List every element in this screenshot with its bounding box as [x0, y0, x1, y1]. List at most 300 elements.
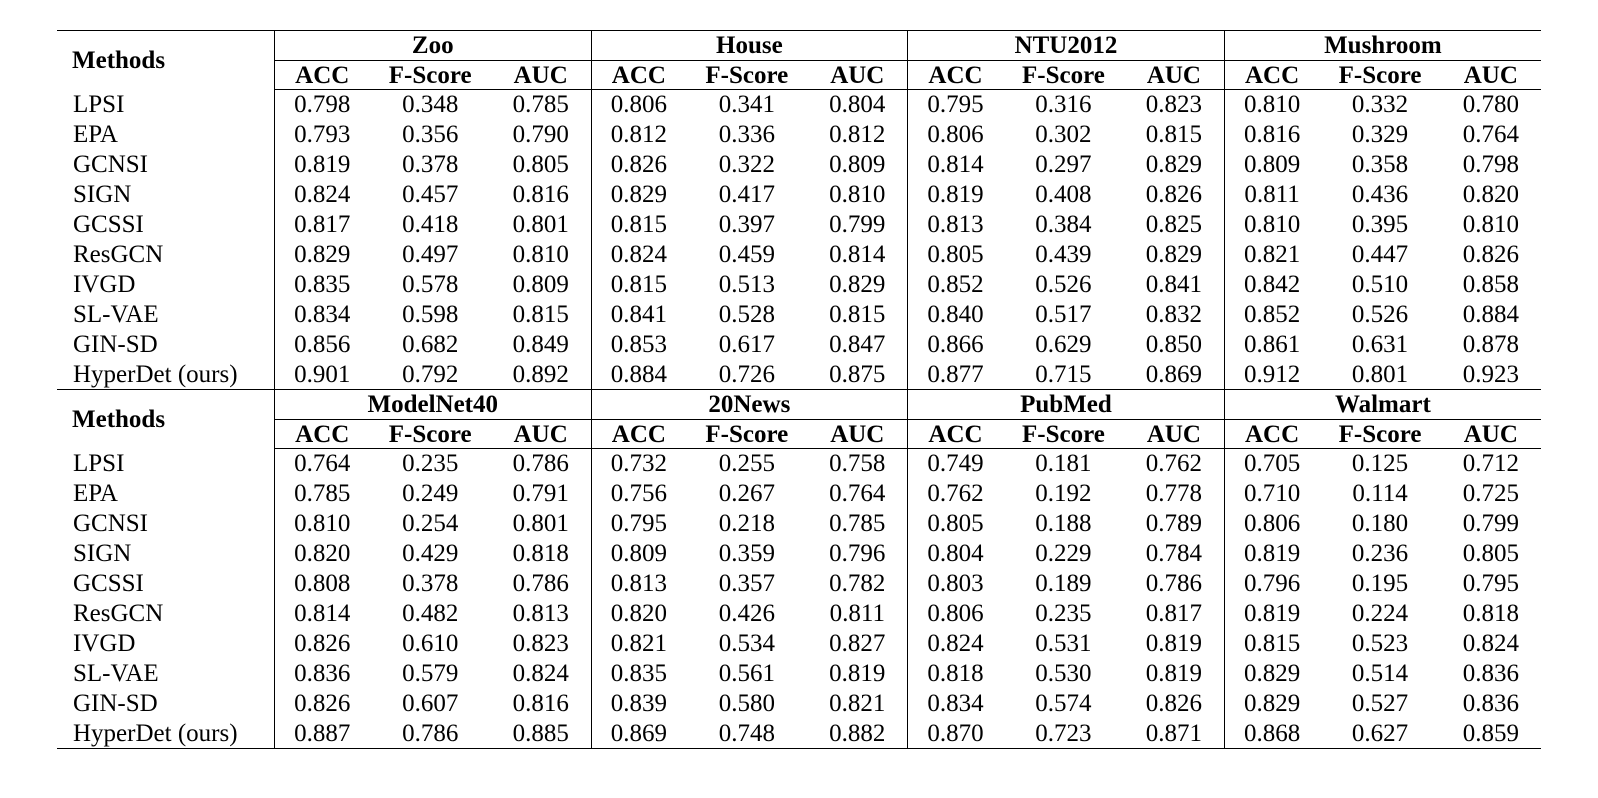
table-row — [57, 449, 1541, 479]
metric-value: 0.836 — [1462, 690, 1519, 717]
metric-value: 0.114 — [1352, 480, 1408, 507]
dataset-header: Mushroom — [1224, 31, 1541, 61]
metric-value: 0.796 — [807, 539, 907, 569]
metric-value: 0.789 — [1124, 509, 1224, 539]
table-row — [57, 210, 1541, 240]
metric-value: 0.316 — [1035, 91, 1092, 119]
metric-value: 0.799 — [807, 210, 907, 240]
metric-value: 0.841 — [1124, 270, 1224, 300]
methods-header: Methods — [57, 390, 274, 449]
metric-value: 0.819 — [1124, 629, 1224, 659]
metric-value: 0.778 — [1124, 479, 1224, 509]
metric-value: 0.523 — [1351, 630, 1409, 657]
metric-value: 0.813 — [610, 570, 667, 597]
metric-value: 0.531 — [1035, 630, 1092, 657]
metric-value: 0.784 — [1124, 539, 1224, 569]
metric-value: 0.782 — [807, 569, 907, 599]
metric-value: 0.358 — [1351, 151, 1409, 178]
metric-value: 0.527 — [1351, 690, 1409, 717]
metric-value: 0.813 — [927, 211, 984, 238]
metric-value: 0.561 — [718, 660, 775, 687]
metric-value: 0.829 — [610, 181, 667, 208]
metric-value: 0.356 — [402, 121, 459, 148]
metric-value: 0.218 — [718, 510, 775, 537]
metric-value: 0.829 — [1124, 240, 1224, 270]
metric-value: 0.798 — [294, 91, 351, 119]
metric-value: 0.815 — [491, 300, 591, 330]
metric-value: 0.762 — [1124, 449, 1224, 479]
metric-value: 0.835 — [610, 660, 667, 687]
metric-value: 0.816 — [491, 689, 591, 719]
metric-value: 0.811 — [1244, 181, 1300, 208]
metric-value: 0.801 — [1351, 360, 1409, 388]
metric-value: 0.847 — [807, 330, 907, 360]
dataset-header: House — [591, 31, 908, 61]
metric-value: 0.814 — [927, 151, 984, 178]
metric-header-row — [57, 61, 1541, 90]
metric-value: 0.748 — [686, 719, 807, 749]
dataset-header-row — [57, 31, 1541, 61]
metric-value: 0.598 — [402, 301, 459, 328]
method-name: GIN-SD — [57, 330, 274, 360]
metric-header-auc: AUC — [491, 420, 591, 449]
metric-value: 0.359 — [718, 540, 775, 567]
table-row — [57, 539, 1541, 569]
metric-value: 0.813 — [491, 599, 591, 629]
metric-value: 0.429 — [402, 540, 459, 567]
metric-value: 0.302 — [1035, 121, 1092, 148]
metric-value: 0.795 — [1462, 570, 1519, 597]
metric-value: 0.785 — [807, 509, 907, 539]
metric-value: 0.824 — [1462, 630, 1519, 657]
metric-value: 0.725 — [1462, 480, 1519, 507]
table-row — [57, 479, 1541, 509]
metric-value: 0.791 — [491, 479, 591, 509]
metric-header-auc: AUC — [1124, 61, 1224, 90]
metric-value: 0.804 — [807, 90, 907, 120]
metric-value: 0.815 — [807, 300, 907, 330]
metric-value: 0.858 — [1462, 271, 1519, 298]
metric-value: 0.820 — [1462, 181, 1519, 208]
metric-value: 0.528 — [718, 301, 775, 328]
metric-value: 0.439 — [1035, 241, 1092, 268]
method-name: GCNSI — [57, 150, 274, 180]
metric-value: 0.840 — [927, 301, 984, 328]
metric-value: 0.517 — [1035, 301, 1092, 328]
table-row — [57, 659, 1541, 689]
metric-value: 0.825 — [1124, 210, 1224, 240]
method-name: ResGCN — [57, 599, 274, 629]
metric-header-acc: ACC — [908, 61, 1003, 90]
table-row — [57, 360, 1541, 390]
metric-value: 0.801 — [491, 509, 591, 539]
metric-value: 0.224 — [1351, 600, 1409, 627]
metric-value: 0.832 — [1124, 300, 1224, 330]
table-row — [57, 509, 1541, 539]
metric-value: 0.877 — [927, 360, 984, 388]
metric-value: 0.534 — [718, 630, 775, 657]
metric-value: 0.805 — [927, 241, 984, 268]
metric-header-auc: AUC — [807, 61, 907, 90]
metric-value: 0.823 — [491, 629, 591, 659]
method-name: SL-VAE — [57, 300, 274, 330]
metric-value: 0.819 — [1243, 540, 1301, 567]
metric-value: 0.610 — [402, 630, 459, 657]
metric-value: 0.732 — [610, 450, 667, 478]
metric-value: 0.426 — [718, 600, 775, 627]
metric-value: 0.801 — [491, 210, 591, 240]
dataset-header: Zoo — [274, 31, 591, 61]
method-name: GIN-SD — [57, 689, 274, 719]
metric-value: 0.267 — [718, 480, 775, 507]
metric-value: 0.824 — [491, 659, 591, 689]
metric-value: 0.815 — [1124, 120, 1224, 150]
metric-value: 0.829 — [294, 241, 351, 268]
metric-value: 0.378 — [402, 151, 459, 178]
metric-value: 0.810 — [807, 180, 907, 210]
method-name: IVGD — [57, 629, 274, 659]
metric-value: 0.579 — [402, 660, 459, 687]
metric-value: 0.859 — [1441, 719, 1541, 749]
metric-value: 0.408 — [1035, 181, 1092, 208]
metric-value: 0.826 — [1124, 180, 1224, 210]
metric-header-auc: AUC — [1441, 420, 1541, 449]
metric-value: 0.852 — [1243, 301, 1301, 328]
metric-value: 0.821 — [610, 630, 667, 657]
metric-value: 0.819 — [927, 181, 984, 208]
metric-header-auc: AUC — [1441, 61, 1541, 90]
metric-value: 0.749 — [927, 450, 984, 478]
dataset-header: ModelNet40 — [274, 390, 591, 420]
metric-value: 0.849 — [491, 330, 591, 360]
metric-value: 0.818 — [491, 539, 591, 569]
table-row — [57, 569, 1541, 599]
metric-value: 0.180 — [1351, 510, 1409, 537]
metric-value: 0.809 — [1243, 151, 1301, 178]
metric-header-f-score: F-Score — [1003, 420, 1124, 449]
metric-value: 0.923 — [1462, 360, 1519, 388]
metric-value: 0.384 — [1035, 211, 1092, 238]
metric-header-f-score: F-Score — [1003, 61, 1124, 90]
metric-value: 0.821 — [807, 689, 907, 719]
table-row — [57, 300, 1541, 330]
results-table — [57, 30, 1541, 749]
metric-value: 0.850 — [1124, 330, 1224, 360]
metric-value: 0.188 — [1035, 510, 1092, 537]
dataset-header: PubMed — [908, 390, 1225, 420]
metric-value: 0.866 — [927, 331, 984, 358]
metric-value: 0.785 — [294, 480, 351, 507]
metric-header-auc: AUC — [491, 61, 591, 90]
metric-value: 0.834 — [294, 301, 351, 328]
table-row — [57, 90, 1541, 120]
metric-value: 0.297 — [1035, 151, 1092, 178]
metric-value: 0.336 — [718, 121, 775, 148]
table-row — [57, 689, 1541, 719]
metric-value: 0.809 — [610, 540, 667, 567]
metric-value: 0.627 — [1319, 719, 1440, 749]
metric-value: 0.395 — [1351, 211, 1409, 238]
table-row — [57, 629, 1541, 659]
method-name: GCNSI — [57, 509, 274, 539]
metric-value: 0.329 — [1351, 121, 1409, 148]
metric-value: 0.397 — [718, 211, 775, 238]
metric-value: 0.805 — [927, 510, 984, 537]
metric-value: 0.348 — [402, 91, 459, 119]
metric-value: 0.715 — [1035, 360, 1092, 388]
metric-value: 0.812 — [807, 120, 907, 150]
metric-value: 0.629 — [1035, 331, 1092, 358]
metric-value: 0.436 — [1351, 181, 1409, 208]
method-name: SL-VAE — [57, 659, 274, 689]
metric-value: 0.820 — [294, 540, 351, 567]
metric-value: 0.631 — [1351, 331, 1409, 358]
metric-value: 0.195 — [1351, 570, 1409, 597]
metric-value: 0.780 — [1462, 91, 1519, 119]
metric-value: 0.526 — [1351, 301, 1409, 328]
metric-value: 0.229 — [1035, 540, 1092, 567]
method-name: SIGN — [57, 539, 274, 569]
metric-value: 0.824 — [927, 630, 984, 657]
metric-value: 0.835 — [294, 271, 351, 298]
metric-value: 0.810 — [491, 240, 591, 270]
dataset-header: NTU2012 — [908, 31, 1225, 61]
metric-value: 0.815 — [610, 211, 667, 238]
metric-value: 0.786 — [1124, 569, 1224, 599]
metric-value: 0.574 — [1035, 690, 1092, 717]
metric-value: 0.786 — [491, 449, 591, 479]
metric-value: 0.882 — [807, 719, 907, 749]
metric-value: 0.819 — [807, 659, 907, 689]
metric-value: 0.255 — [718, 450, 775, 478]
metric-value: 0.809 — [807, 150, 907, 180]
metric-header-acc: ACC — [908, 420, 1003, 449]
metric-value: 0.869 — [591, 719, 686, 749]
metric-value: 0.514 — [1351, 660, 1409, 687]
metric-header-acc: ACC — [274, 61, 369, 90]
method-name: EPA — [57, 479, 274, 509]
metric-value: 0.181 — [1035, 450, 1092, 478]
metric-value: 0.823 — [1124, 90, 1224, 120]
metric-value: 0.510 — [1351, 271, 1409, 298]
method-name: LPSI — [57, 90, 274, 120]
metric-value: 0.809 — [491, 270, 591, 300]
metric-value: 0.580 — [718, 690, 775, 717]
metric-value: 0.842 — [1243, 271, 1301, 298]
metric-value: 0.785 — [491, 90, 591, 120]
metric-value: 0.764 — [1462, 121, 1519, 148]
metric-value: 0.841 — [610, 301, 667, 328]
method-name: IVGD — [57, 270, 274, 300]
metric-header-f-score: F-Score — [370, 61, 491, 90]
metric-value: 0.819 — [1124, 659, 1224, 689]
method-name: SIGN — [57, 180, 274, 210]
methods-header: Methods — [57, 31, 274, 90]
metric-header-f-score: F-Score — [1319, 61, 1440, 90]
metric-value: 0.829 — [1243, 660, 1301, 687]
metric-value: 0.758 — [807, 449, 907, 479]
metric-value: 0.764 — [807, 479, 907, 509]
metric-value: 0.810 — [1243, 91, 1301, 119]
metric-value: 0.798 — [1462, 151, 1519, 178]
metric-value: 0.513 — [718, 271, 775, 298]
method-name: ResGCN — [57, 240, 274, 270]
metric-value: 0.710 — [1243, 480, 1301, 507]
metric-value: 0.818 — [927, 660, 984, 687]
metric-value: 0.861 — [1243, 331, 1301, 358]
metric-header-f-score: F-Score — [686, 61, 807, 90]
metric-header-auc: AUC — [807, 420, 907, 449]
metric-value: 0.826 — [1124, 689, 1224, 719]
dataset-header: 20News — [591, 390, 908, 420]
metric-value: 0.826 — [610, 151, 667, 178]
metric-value: 0.887 — [274, 719, 369, 749]
metric-value: 0.726 — [718, 360, 775, 388]
dataset-header-row — [57, 390, 1541, 420]
metric-value: 0.805 — [1462, 540, 1519, 567]
table-row — [57, 719, 1541, 749]
metric-value: 0.892 — [491, 360, 591, 390]
metric-value: 0.826 — [294, 630, 351, 657]
metric-value: 0.357 — [718, 570, 775, 597]
metric-value: 0.884 — [610, 360, 667, 388]
metric-value: 0.332 — [1351, 91, 1409, 119]
metric-value: 0.836 — [294, 660, 351, 687]
method-name: HyperDet (ours) — [57, 360, 274, 390]
metric-value: 0.812 — [610, 121, 667, 148]
metric-header-row — [57, 420, 1541, 449]
metric-value: 0.806 — [610, 91, 667, 119]
metric-value: 0.378 — [402, 570, 459, 597]
metric-value: 0.827 — [807, 629, 907, 659]
metric-value: 0.235 — [1035, 600, 1092, 627]
table-row — [57, 270, 1541, 300]
metric-value: 0.856 — [294, 331, 351, 358]
metric-value: 0.814 — [807, 240, 907, 270]
metric-header-f-score: F-Score — [1319, 420, 1440, 449]
metric-value: 0.819 — [294, 151, 351, 178]
metric-value: 0.912 — [1243, 360, 1301, 388]
metric-value: 0.806 — [927, 600, 984, 627]
method-name: HyperDet (ours) — [57, 719, 274, 749]
metric-value: 0.806 — [1243, 510, 1301, 537]
table-row — [57, 330, 1541, 360]
metric-value: 0.871 — [1124, 719, 1224, 749]
metric-header-acc: ACC — [274, 420, 369, 449]
method-name: EPA — [57, 120, 274, 150]
metric-value: 0.235 — [402, 450, 459, 478]
metric-value: 0.816 — [491, 180, 591, 210]
metric-value: 0.617 — [718, 331, 775, 358]
metric-value: 0.804 — [927, 540, 984, 567]
metric-value: 0.756 — [610, 480, 667, 507]
metric-header-f-score: F-Score — [370, 420, 491, 449]
metric-value: 0.870 — [908, 719, 1003, 749]
metric-header-acc: ACC — [1224, 61, 1319, 90]
metric-value: 0.818 — [1462, 600, 1519, 627]
metric-value: 0.497 — [402, 241, 459, 268]
metric-header-auc: AUC — [1124, 420, 1224, 449]
metric-value: 0.578 — [402, 271, 459, 298]
metric-value: 0.705 — [1243, 450, 1301, 478]
metric-value: 0.764 — [294, 450, 351, 478]
metric-value: 0.806 — [927, 121, 984, 148]
metric-value: 0.796 — [1243, 570, 1301, 597]
metric-value: 0.803 — [927, 570, 984, 597]
method-name: GCSSI — [57, 210, 274, 240]
metric-value: 0.815 — [1243, 630, 1301, 657]
metric-header-acc: ACC — [591, 420, 686, 449]
metric-value: 0.249 — [402, 480, 459, 507]
metric-value: 0.530 — [1035, 660, 1092, 687]
metric-value: 0.817 — [294, 211, 351, 238]
metric-value: 0.829 — [1243, 690, 1301, 717]
metric-value: 0.878 — [1462, 331, 1519, 358]
metric-value: 0.192 — [1035, 480, 1092, 507]
dataset-header: Walmart — [1224, 390, 1541, 420]
metric-value: 0.786 — [370, 719, 491, 749]
metric-value: 0.808 — [294, 570, 351, 597]
table-row — [57, 120, 1541, 150]
table-row — [57, 599, 1541, 629]
metric-value: 0.459 — [718, 241, 775, 268]
metric-value: 0.447 — [1351, 241, 1409, 268]
metric-value: 0.482 — [402, 600, 459, 627]
metric-value: 0.824 — [610, 241, 667, 268]
metric-value: 0.799 — [1462, 510, 1519, 537]
metric-value: 0.817 — [1124, 599, 1224, 629]
metric-value: 0.826 — [1462, 241, 1519, 268]
metric-value: 0.341 — [718, 91, 775, 119]
metric-value: 0.526 — [1035, 271, 1092, 298]
metric-value: 0.810 — [294, 510, 351, 537]
metric-value: 0.820 — [610, 600, 667, 627]
metric-value: 0.829 — [1124, 150, 1224, 180]
metric-value: 0.125 — [1351, 450, 1409, 478]
metric-value: 0.236 — [1351, 540, 1409, 567]
metric-value: 0.852 — [927, 271, 984, 298]
metric-value: 0.682 — [402, 331, 459, 358]
metric-value: 0.795 — [610, 510, 667, 537]
metric-value: 0.814 — [294, 600, 351, 627]
metric-value: 0.815 — [610, 271, 667, 298]
metric-value: 0.457 — [402, 181, 459, 208]
metric-value: 0.795 — [927, 91, 984, 119]
metric-value: 0.829 — [807, 270, 907, 300]
metric-value: 0.884 — [1462, 301, 1519, 328]
metric-value: 0.418 — [402, 211, 459, 238]
metric-value: 0.723 — [1003, 719, 1124, 749]
metric-value: 0.885 — [491, 719, 591, 749]
metric-value: 0.839 — [610, 690, 667, 717]
metric-value: 0.805 — [491, 150, 591, 180]
metric-value: 0.712 — [1462, 450, 1519, 478]
metric-value: 0.762 — [927, 480, 984, 507]
metric-value: 0.836 — [1462, 660, 1519, 687]
metric-value: 0.901 — [294, 360, 351, 388]
metric-value: 0.826 — [294, 690, 351, 717]
metric-value: 0.607 — [402, 690, 459, 717]
metric-value: 0.819 — [1243, 600, 1301, 627]
metric-header-f-score: F-Score — [686, 420, 807, 449]
metric-value: 0.824 — [294, 181, 351, 208]
method-name: LPSI — [57, 449, 274, 479]
table-row — [57, 240, 1541, 270]
metric-value: 0.189 — [1035, 570, 1092, 597]
metric-value: 0.816 — [1243, 121, 1301, 148]
metric-value: 0.810 — [1462, 211, 1519, 238]
table-row — [57, 150, 1541, 180]
